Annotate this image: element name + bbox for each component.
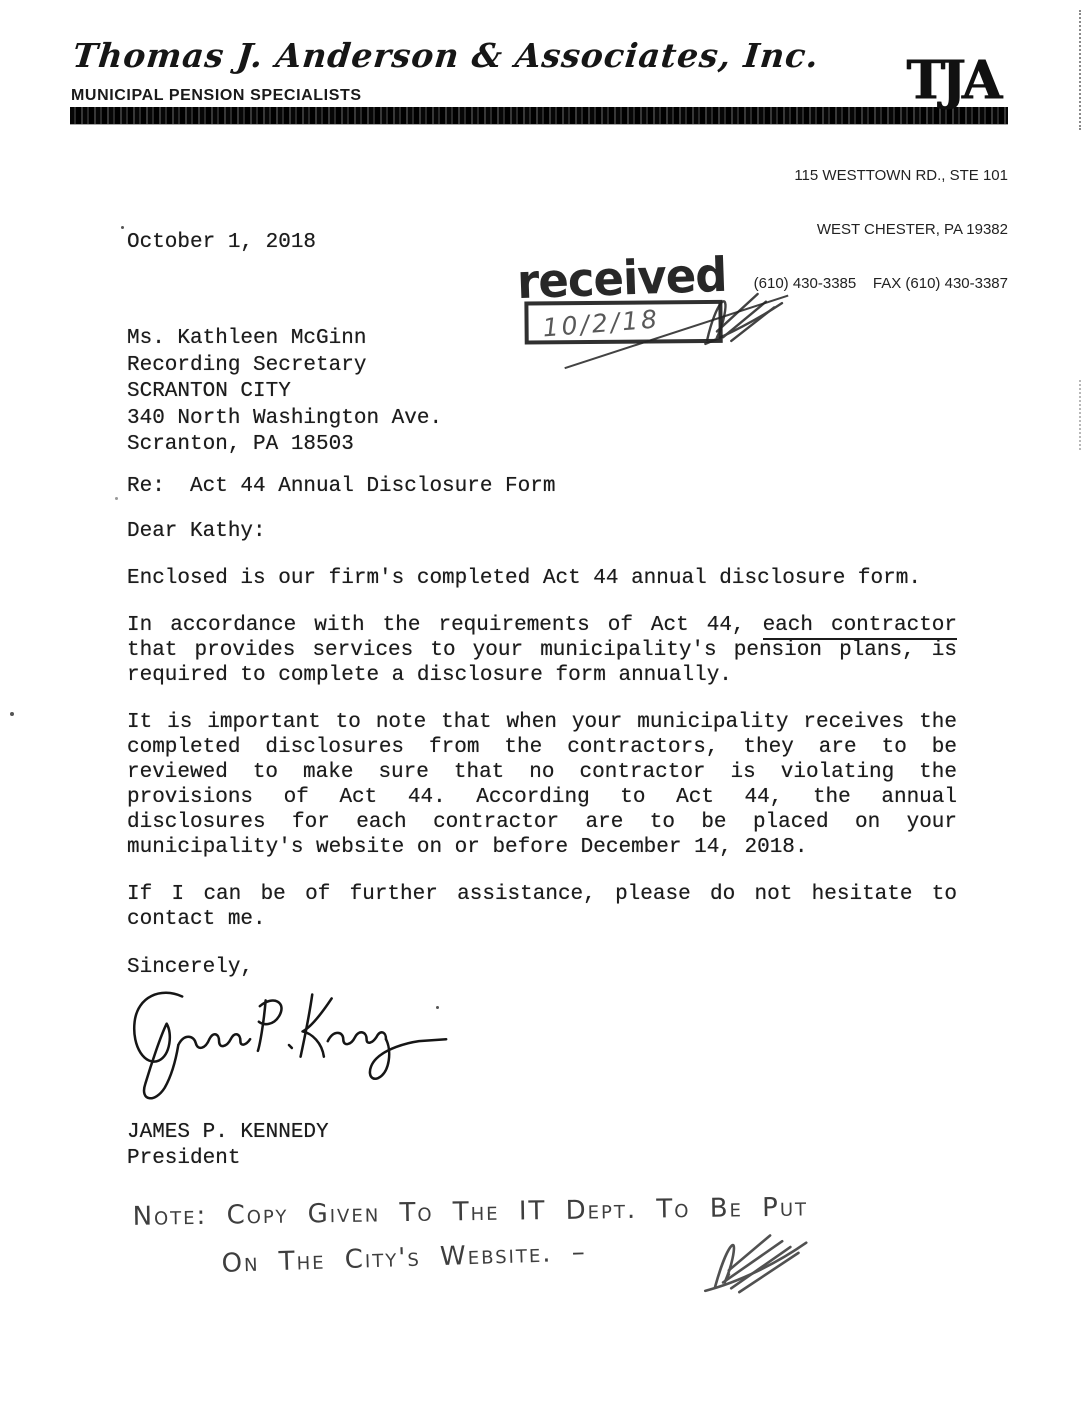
paragraph-2-line-2: that provides services to your municipality's pension plans, is [127, 639, 957, 662]
company-name: Thomas J. Anderson & Associates, Inc. [70, 36, 822, 75]
paragraph-3-line-2: completed disclosures from the contractors, they are to be [127, 736, 957, 759]
recipient-organization: SCRANTON CITY [127, 380, 291, 403]
handwritten-note-line-1: Note: Copy Given To The IT Dept. To Be Put [132, 1192, 809, 1232]
note-initials-scribble [698, 1225, 809, 1299]
scan-artifact-edge-dots-mid [1079, 380, 1081, 450]
body-paragraph-2 [127, 613, 957, 688]
recipient-address-block [127, 326, 442, 459]
signer-title: President [127, 1147, 241, 1170]
scan-speck [115, 497, 118, 500]
underlined-phrase-each-contractor: each contractor [763, 614, 957, 640]
signer-block [127, 1120, 329, 1172]
received-stamp-date-box [524, 300, 722, 345]
received-stamp [516, 246, 769, 361]
company-tagline: MUNICIPAL PENSION SPECIALISTS [71, 87, 362, 104]
subject-line: Re: Act 44 Annual Disclosure Form [127, 475, 556, 498]
salutation: Dear Kathy: [127, 520, 266, 543]
paragraph-2-line-3: required to complete a disclosure form annually. [127, 664, 732, 687]
address-line-2: WEST CHESTER, PA 19382 [816, 221, 1008, 238]
phone-fax-line: (610) 430-3385 FAX (610) 430-3387 [753, 275, 1008, 292]
letter-date: October 1, 2018 [127, 231, 317, 254]
paragraph-3-line-5: disclosures for each contractor are to be placed on your [127, 811, 957, 834]
received-stamp-label: received [516, 246, 728, 310]
stamp-initials-scribble [695, 279, 787, 352]
signer-name: JAMES P. KENNEDY [127, 1121, 329, 1144]
body-paragraph-4 [127, 882, 957, 932]
paragraph-2-line-1-text: In accordance with the requirements of Act 44, [127, 614, 763, 637]
paragraph-3-line-1: It is important to note that when your municipality receives the [127, 711, 957, 734]
scan-speck [121, 226, 124, 229]
scan-artifact-edge-dots-top [1079, 10, 1081, 130]
letterhead-address-block [754, 131, 1008, 329]
paragraph-3-line-3: reviewed to make sure that no contractor is violating the [127, 761, 957, 784]
received-stamp-handwritten-date: 10/2/18 [541, 304, 661, 343]
handwritten-note-line-2: On The City's Website. – [221, 1237, 588, 1279]
recipient-street: 340 North Washington Ave. [127, 406, 443, 430]
company-logo-tja: TJA [906, 49, 998, 112]
letterhead-divider-bar [70, 107, 1008, 124]
paragraph-2-line-1 [127, 613, 957, 638]
paragraph-3-line-6: municipality's website on or before December 14, 2018. [127, 836, 808, 859]
address-line-1: 115 WESTTOWN RD., STE 101 [794, 167, 1008, 184]
closing-sincerely: Sincerely, [127, 956, 254, 979]
handwritten-note [132, 1187, 973, 1279]
recipient-name: Ms. Kathleen McGinn [127, 327, 367, 350]
body-paragraph-1: Enclosed is our firm's completed Act 44 annual disclosure form. [127, 567, 921, 590]
body-paragraph-3 [127, 710, 957, 860]
scan-speck [10, 712, 14, 716]
recipient-title: Recording Secretary [127, 353, 367, 377]
recipient-city-state-zip: Scranton, PA 18503 [127, 433, 354, 456]
scan-speck [436, 1006, 439, 1009]
handwritten-signature [122, 982, 452, 1110]
paragraph-4-line-2: contact me. [127, 908, 266, 931]
paragraph-4-line-1: If I can be of further assistance, please do not hesitate to [127, 883, 957, 906]
paragraph-3-line-4: provisions of Act 44. According to Act 44, the annual [127, 786, 957, 809]
